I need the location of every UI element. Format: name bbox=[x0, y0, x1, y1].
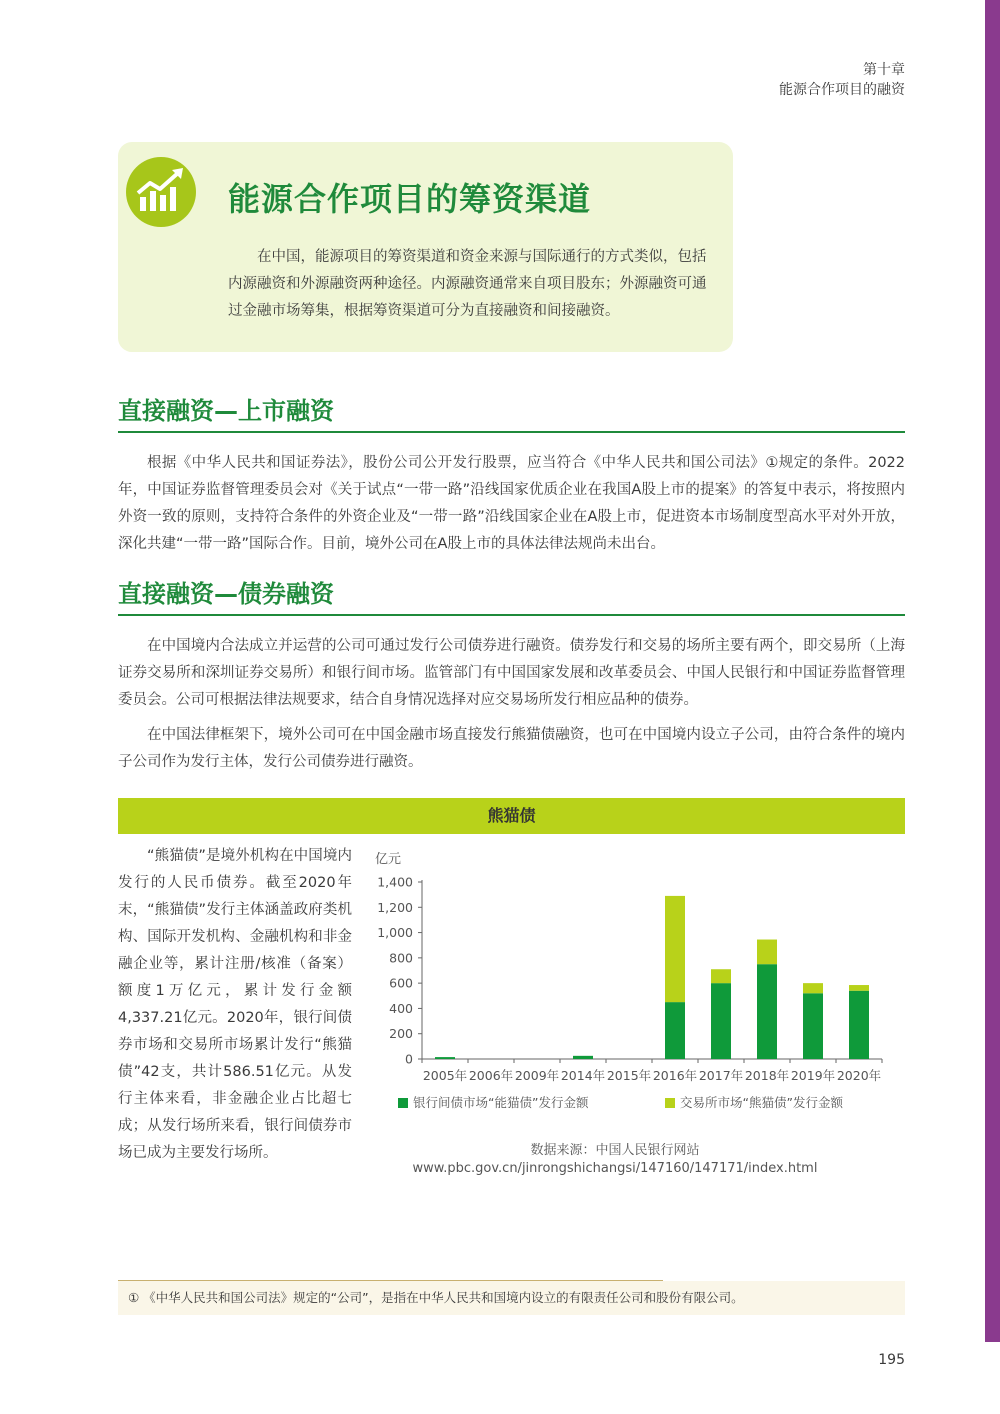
y-tick-label: 1,200 bbox=[377, 899, 413, 915]
x-tick-label: 2014年 bbox=[560, 1068, 606, 1083]
y-tick-label: 1,000 bbox=[377, 925, 413, 941]
intro-text: 在中国，能源项目的筹资渠道和资金来源与国际通行的方式类似，包括内源融资和外源融资两种途径。内源融资通常来自项目股东；外源融资可通过金融市场筹集，根据筹资渠道可分为直接融资和间接融资。 bbox=[228, 249, 707, 319]
panda-bond-description: “熊猫债”是境外机构在中国境内发行的人民币债券。截至2020年末，“熊猫债”发行主体涵盖政府类机构、国际开发机构、金融机构和非金融企业等，累计注册/核准（备案）额度1万亿元，累计发行金额4,337.21亿元。2020年，银行间债券市场和交易所市场累计发行“熊猫债”42支，共计586.51亿元。从发行主体来看，非金融企业占比超七成；从发行场所来看，银行间债券市场已成为主要发行场所。 bbox=[118, 848, 352, 1161]
bar-exchange bbox=[665, 896, 685, 1002]
bar-interbank bbox=[665, 1002, 685, 1059]
intro-box bbox=[118, 142, 733, 352]
chapter-header bbox=[779, 60, 905, 100]
x-tick-label: 2018年 bbox=[744, 1068, 790, 1083]
page-number: 195 bbox=[878, 1352, 905, 1368]
legend-label: 交易所市场“熊猫债”发行金额 bbox=[680, 1095, 843, 1110]
data-source-line-2: www.pbc.gov.cn/jinrongshichangsi/147160/147171/index.html bbox=[412, 1161, 818, 1176]
section-listing-paragraph: 根据《中华人民共和国证券法》，股份公司公开发行股票，应当符合《中华人民共和国公司法》①规定的条件。2022年，中国证券监督管理委员会对《关于试点“一带一路”沿线国家优质企业在我国A股上市的提案》的答复中表示，将按照内外资一致的原则，支持符合条件的外资企业及“一带一路”沿线国家企业在A股上市，促进资本市场制度型高水平对外开放，深化共建“一带一路”国际合作。目前，境外公司在A股上市的具体法律法规尚未出台。 bbox=[118, 455, 905, 552]
y-axis-unit: 亿元 bbox=[375, 852, 402, 867]
growth-chart-icon bbox=[126, 157, 196, 227]
data-source bbox=[380, 1142, 850, 1178]
x-tick-label: 2020年 bbox=[836, 1068, 882, 1083]
bar-interbank bbox=[849, 991, 869, 1059]
side-color-bar bbox=[985, 0, 1000, 1342]
x-tick-label: 2019年 bbox=[790, 1068, 836, 1083]
x-tick-label: 2017年 bbox=[698, 1068, 744, 1083]
y-tick-label: 0 bbox=[405, 1051, 413, 1067]
bar-interbank bbox=[711, 983, 731, 1059]
footnote-area bbox=[118, 1280, 905, 1315]
section-bonds-paragraph-2: 在中国法律框架下，境外公司可在中国金融市场直接发行熊猫债融资，也可在中国境内设立子公司，由符合条件的境内子公司作为发行主体，发行公司债券进行融资。 bbox=[118, 727, 905, 770]
bar-interbank bbox=[803, 993, 823, 1059]
y-tick-label: 1,400 bbox=[377, 874, 413, 890]
x-tick-label: 2006年 bbox=[468, 1068, 514, 1083]
bar-exchange bbox=[711, 969, 731, 983]
section-bonds-paragraph-1: 在中国境内合法成立并运营的公司可通过发行公司债券进行融资。债券发行和交易的场所主要有两个，即交易所（上海证券交易所和深圳证券交易所）和银行间市场。监管部门有中国国家发展和改革委员会、中国人民银行和中国证券监督管理委员会。公司可根据法律法规要求，结合自身情况选择对应交易场所发行相应品种的债券。 bbox=[118, 638, 905, 708]
panda-bond-title-bar: 熊猫债 bbox=[118, 798, 905, 834]
legend-swatch bbox=[665, 1098, 675, 1108]
bar-interbank bbox=[435, 1057, 455, 1059]
panda-bond-chart bbox=[365, 845, 900, 1130]
y-tick-label: 200 bbox=[389, 1026, 413, 1042]
x-tick-label: 2009年 bbox=[514, 1068, 560, 1083]
y-tick-label: 800 bbox=[389, 950, 413, 966]
data-source-line-1: 数据来源：中国人民银行网站 bbox=[530, 1143, 700, 1158]
section-heading-listing: 直接融资—上市融资 bbox=[118, 395, 905, 433]
section-heading-bonds: 直接融资—债券融资 bbox=[118, 578, 905, 616]
bar-exchange bbox=[849, 985, 869, 991]
bar-interbank bbox=[757, 964, 777, 1059]
chapter-title: 能源合作项目的融资 bbox=[779, 82, 905, 98]
x-tick-label: 2005年 bbox=[422, 1068, 468, 1083]
intro-title: 能源合作项目的筹资渠道 bbox=[228, 180, 592, 218]
footnote: ① 《中华人民共和国公司法》规定的“公司”，是指在中华人民共和国境内设立的有限责任公司和股份有限公司。 bbox=[118, 1281, 905, 1315]
y-tick-label: 400 bbox=[389, 1000, 413, 1016]
legend-label: 银行间债市场“能猫债”发行金额 bbox=[413, 1095, 589, 1110]
bar-interbank bbox=[573, 1056, 593, 1059]
legend-swatch bbox=[398, 1098, 408, 1108]
x-tick-label: 2015年 bbox=[606, 1068, 652, 1083]
bar-exchange bbox=[803, 983, 823, 993]
y-tick-label: 600 bbox=[389, 975, 413, 991]
x-tick-label: 2016年 bbox=[652, 1068, 698, 1083]
chapter-number: 第十章 bbox=[863, 62, 905, 78]
bar-exchange bbox=[757, 940, 777, 965]
